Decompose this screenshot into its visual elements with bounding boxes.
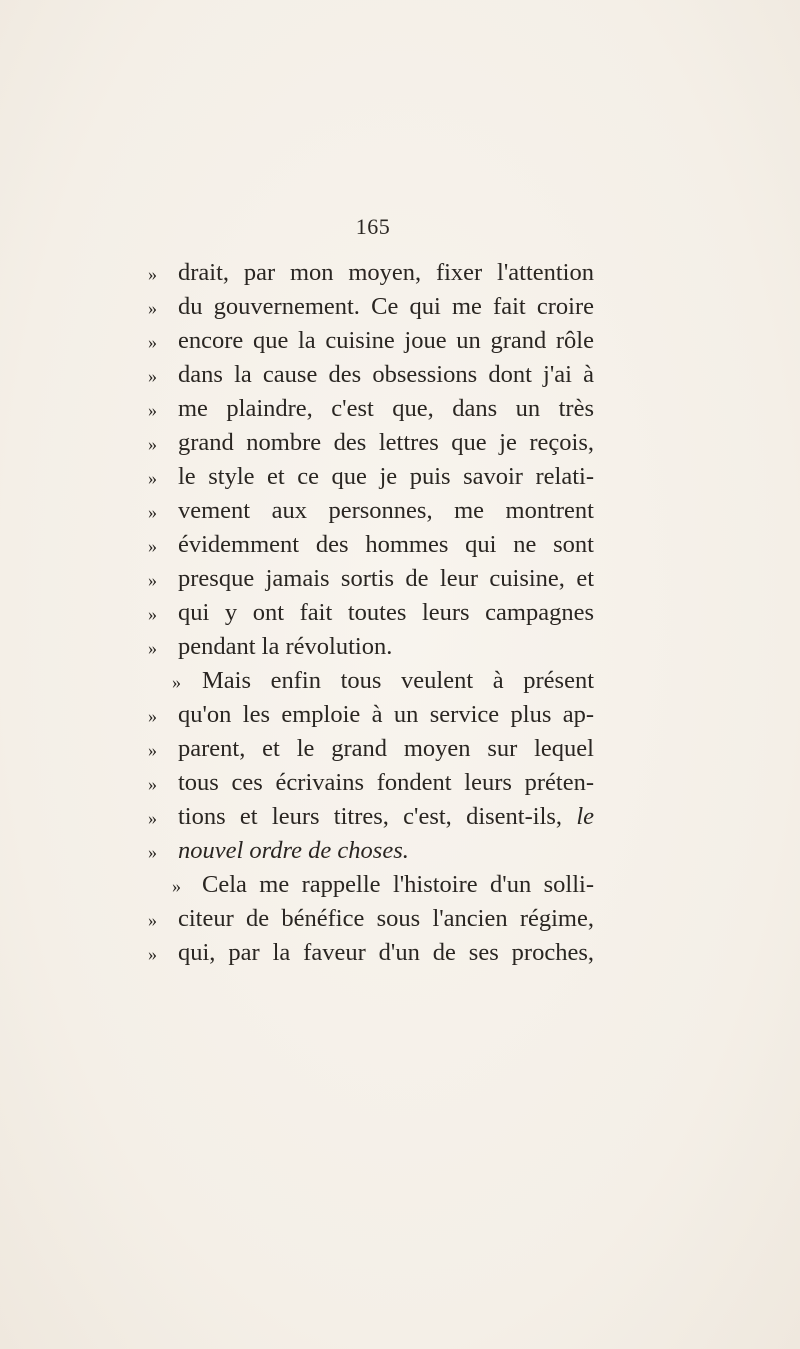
quote-mark: »	[148, 298, 157, 318]
text-line	[148, 834, 594, 868]
text-line	[148, 698, 594, 732]
text-line	[148, 528, 594, 562]
quote-mark: »	[148, 332, 157, 352]
text-line	[148, 630, 594, 664]
quote-mark: »	[148, 536, 157, 556]
text-line	[148, 868, 594, 902]
line-text-italic: le	[576, 803, 594, 830]
text-line	[148, 494, 594, 528]
text-line	[148, 664, 594, 698]
line-text: évidemment des hommes qui ne sont	[178, 531, 594, 558]
line-text-main: tions et leurs titres, c'est, disent-ils,	[178, 803, 563, 830]
quote-mark: »	[172, 672, 181, 692]
quote-mark: »	[148, 706, 157, 726]
body-text	[148, 256, 594, 970]
line-text: citeur de bénéfice sous l'ancien régime,	[178, 905, 594, 932]
text-line	[148, 800, 594, 834]
quote-mark: »	[172, 876, 181, 896]
text-line	[148, 256, 594, 290]
line-text: drait, par mon moyen, fixer l'attention	[178, 259, 594, 286]
quote-mark: »	[148, 842, 157, 862]
text-line	[148, 426, 594, 460]
line-text: presque jamais sortis de leur cuisine, et	[178, 565, 594, 592]
text-line	[148, 562, 594, 596]
quote-mark: »	[148, 502, 157, 522]
line-text: me plaindre, c'est que, dans un très	[178, 395, 594, 422]
quote-mark: »	[148, 400, 157, 420]
page-number: 165	[355, 214, 391, 239]
text-line	[148, 732, 594, 766]
line-text: tous ces écrivains fondent leurs préten-	[178, 769, 594, 796]
line-text: encore que la cuisine joue un grand rôle	[178, 327, 594, 354]
quote-mark: »	[148, 264, 157, 284]
line-text: dans la cause des obsessions dont j'ai à	[178, 361, 594, 388]
text-line	[148, 392, 594, 426]
quote-mark: »	[148, 944, 157, 964]
line-text: vement aux personnes, me montrent	[178, 497, 594, 524]
text-line	[148, 936, 594, 970]
line-text: du gouvernement. Ce qui me fait croire	[178, 293, 594, 320]
text-line	[148, 358, 594, 392]
quote-mark: »	[148, 740, 157, 760]
text-line	[148, 290, 594, 324]
quote-mark: »	[148, 366, 157, 386]
line-text: qui, par la faveur d'un de ses proches,	[178, 939, 594, 966]
line-text: parent, et le grand moyen sur lequel	[178, 735, 594, 762]
quote-mark: »	[148, 604, 157, 624]
quote-mark: »	[148, 638, 157, 658]
line-text: nouvel ordre de choses.	[178, 837, 409, 864]
line-text: Mais enfin tous veulent à présent	[202, 667, 594, 694]
line-text: grand nombre des lettres que je reçois,	[178, 429, 594, 456]
quote-mark: »	[148, 910, 157, 930]
quote-mark: »	[148, 434, 157, 454]
quote-mark: »	[148, 774, 157, 794]
line-text	[178, 800, 594, 834]
text-line	[148, 902, 594, 936]
text-line	[148, 460, 594, 494]
quote-mark: »	[148, 808, 157, 828]
line-text: pendant la révolution.	[178, 633, 393, 660]
text-line	[148, 324, 594, 358]
line-text: le style et ce que je puis savoir relati-	[178, 463, 594, 490]
line-text: Cela me rappelle l'histoire d'un solli-	[202, 871, 594, 898]
text-line	[148, 596, 594, 630]
quote-mark: »	[148, 570, 157, 590]
text-line	[148, 766, 594, 800]
line-text: qui y ont fait toutes leurs campagnes	[178, 599, 594, 626]
quote-mark: »	[148, 468, 157, 488]
line-text: qu'on les emploie à un service plus ap-	[178, 701, 594, 728]
